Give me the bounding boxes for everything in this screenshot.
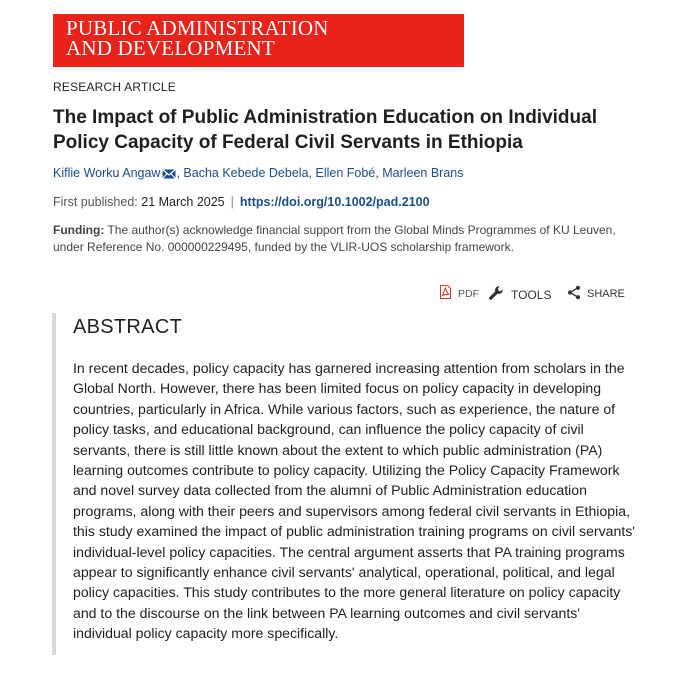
published-label: First published: bbox=[53, 195, 138, 209]
share-icon bbox=[567, 285, 587, 303]
published-date: 21 March 2025 bbox=[141, 195, 225, 209]
funding-label: Funding: bbox=[53, 223, 105, 237]
author-list bbox=[53, 166, 464, 182]
author-link-1[interactable]: Kiflie Worku Angaw bbox=[53, 166, 161, 180]
pub-separator: | bbox=[230, 195, 234, 209]
doi-link[interactable]: https://doi.org/10.1002/pad.2100 bbox=[239, 195, 430, 209]
abstract-border bbox=[52, 313, 56, 655]
share-label: SHARE bbox=[587, 288, 625, 300]
author-separator: , bbox=[375, 166, 383, 180]
share-button[interactable] bbox=[567, 285, 625, 303]
pdf-label: PDF bbox=[458, 287, 479, 300]
funding-statement bbox=[53, 222, 643, 256]
tools-label: TOOLS bbox=[511, 288, 552, 302]
author-link-3[interactable]: Ellen Fobé bbox=[315, 166, 376, 180]
journal-name-line1: PUBLIC ADMINISTRATION bbox=[66, 16, 329, 40]
journal-name-line2: AND DEVELOPMENT bbox=[66, 36, 275, 60]
envelope-icon[interactable] bbox=[162, 168, 176, 182]
tools-button[interactable] bbox=[488, 285, 551, 305]
author-separator: , bbox=[176, 166, 184, 180]
author-link-2[interactable]: Bacha Kebede Debela bbox=[183, 166, 309, 180]
pdf-button[interactable] bbox=[439, 285, 479, 302]
author-separator: , bbox=[308, 166, 316, 180]
funding-text: The author(s) acknowledge financial support from the Global Minds Programmes of KU Leuven, under Reference No. 000000229495, funded by the VLIR-UOS scholarship framework. bbox=[53, 223, 616, 254]
abstract-heading: ABSTRACT bbox=[73, 316, 183, 338]
abstract-text: In recent decades, policy capacity has garnered increasing attention from scholars in the Global North. However, there has been limited focus on policy capacity in developing countries, particularly in Africa. While various factors, such as experience, the nature of policy tasks, and educational background, can influence the policy capacity of civil servants, there is still little known about the extent to which public administration (PA) learning outcomes contribute to policy capacity. Utilizing the Policy Capacity Framework and novel survey data collected from the alumni of Public Administration education programs, along with their peers and supervisors among federal civil servants in Ethiopia, this study examined the impact of public administration training programs on civil servants' individual-level policy capacities. The central argument asserts that PA training programs appear to significantly enhance civil servants' analytical, operational, political, and legal policy capacities. This study contributes to the more general literature on policy capacity and to the discourse on the link between PA learning outcomes and civil servants' individual policy capacity more specifically. bbox=[73, 360, 636, 642]
article-type-label: RESEARCH ARTICLE bbox=[53, 80, 177, 94]
wrench-icon bbox=[488, 285, 511, 305]
article-toolbar bbox=[0, 285, 680, 303]
journal-banner[interactable] bbox=[53, 14, 464, 67]
author-link-4[interactable]: Marleen Brans bbox=[382, 166, 464, 180]
publication-info bbox=[53, 195, 430, 209]
article-title: The Impact of Public Administration Education on Individual Policy Capacity of Federal Civil Servants in Ethiopia bbox=[53, 107, 597, 153]
journal-logo-text bbox=[66, 18, 329, 58]
pdf-icon bbox=[439, 285, 458, 302]
